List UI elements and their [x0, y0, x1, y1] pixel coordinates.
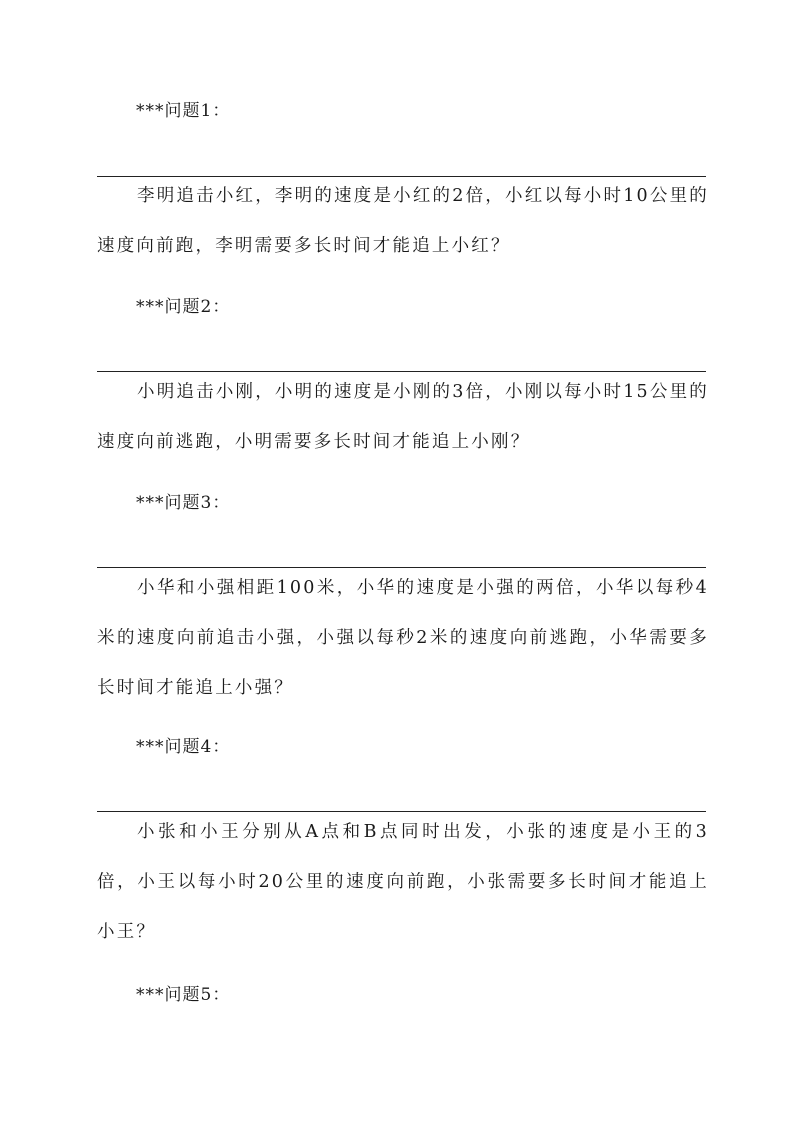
question-5-heading: ***问题5： — [136, 985, 231, 1005]
question-4-text: 小张和小王分别从A点和B点同时出发，小张的速度是小王的3倍，小王以每小时20公里的速度向前跑，小张需要多长时间才能追上小王？ — [97, 822, 709, 942]
question-4-heading: ***问题4： — [136, 737, 231, 757]
question-2-heading: ***问题2： — [136, 297, 231, 317]
question-3-text: 小华和小强相距100米，小华的速度是小强的两倍，小华以每秒4米的速度向前追击小强，小强以每秒2米的速度向前逃跑，小华需要多长时间才能追上小强？ — [97, 578, 709, 698]
question-2-text: 小明追击小刚，小明的速度是小刚的3倍，小刚以每小时15公里的速度向前逃跑，小明需要多长时间才能追上小刚？ — [97, 382, 709, 452]
question-1-heading: ***问题1： — [136, 101, 231, 121]
question-3-heading: ***问题3： — [136, 493, 231, 513]
question-1-text: 李明追击小红，李明的速度是小红的2倍，小红以每小时10公里的速度向前跑，李明需要多长时间才能追上小红？ — [97, 186, 709, 256]
